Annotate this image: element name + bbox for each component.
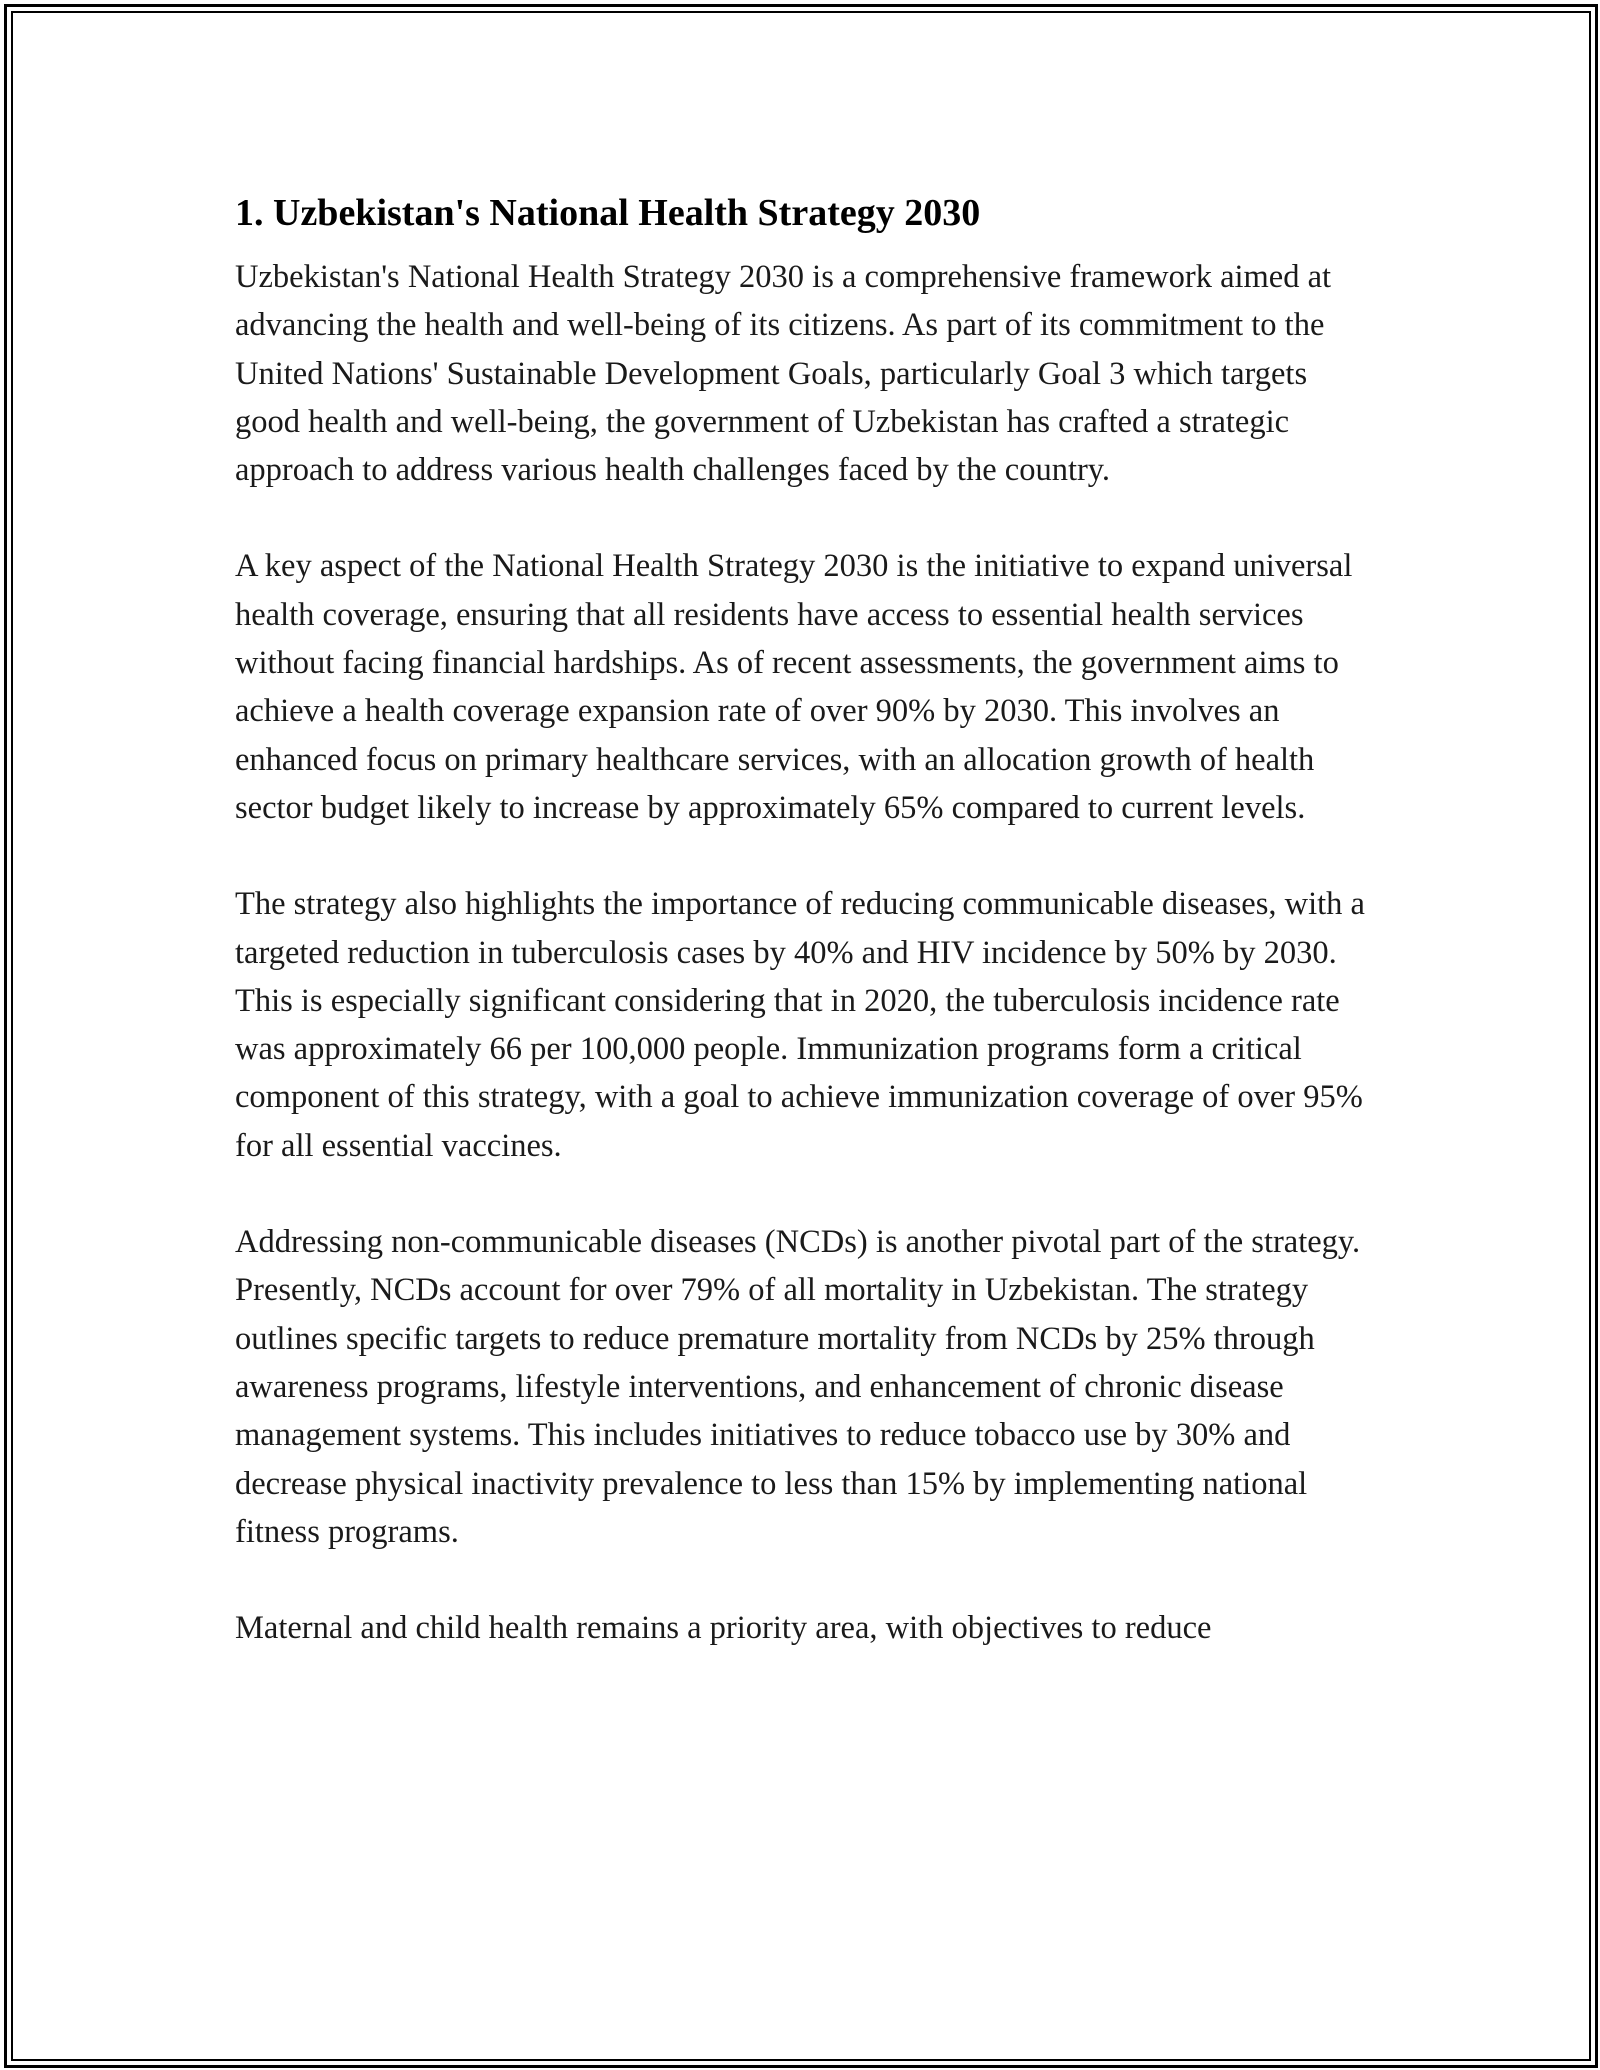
paragraph-maternal-child-health: Maternal and child health remains a priority area, with objectives to reduce: [235, 1610, 1212, 1647]
document-body: [235, 185, 1365, 1700]
section-title: 1. Uzbekistan's National Health Strategy 2030: [235, 192, 981, 234]
paragraph-universal-coverage: A key aspect of the National Health Strategy 2030 is the initiative to expand universal health coverage, ensuring that all residents have access to essential health services without facing financial hardships. As of recent assessments, the government aims to achieve a health coverage expansion rate of over 90% by 2030. This involves an enhanced focus on primary healthcare services, with an allocation growth of health sector budget likely to increase by approximately 65% compared to current levels.: [235, 548, 1353, 826]
paragraph-ncds: Addressing non-communicable diseases (NCDs) is another pivotal part of the strategy. Presently, NCDs account for over 79% of all mortality in Uzbekistan. The strategy outlines specific targets to reduce premature mortality from NCDs by 25% through awareness programs, lifestyle interventions, and enhancement of chronic disease management systems. This includes initiatives to reduce tobacco use by 30% and decrease physical inactivity prevalence to less than 15% by implementing national fitness programs.: [235, 1224, 1361, 1550]
paragraph-communicable-diseases: The strategy also highlights the importance of reducing communicable diseases, with a targeted reduction in tuberculosis cases by 40% and HIV incidence by 50% by 2030. This is especially significant considering that in 2020, the tuberculosis incidence rate was approximately 66 per 100,000 people. Immunization programs form a critical component of this strategy, with a goal to achieve immunization coverage of over 95% for all essential vaccines.: [235, 886, 1365, 1164]
paragraph-intro: Uzbekistan's National Health Strategy 2030 is a comprehensive framework aimed at advancing the health and well-being of its citizens. As part of its commitment to the United Nations' Sustainable Development Goals, particularly Goal 3 which targets good health and well-being, the government of Uzbekistan has crafted a strategic approach to address various health challenges faced by the country.: [235, 259, 1332, 489]
